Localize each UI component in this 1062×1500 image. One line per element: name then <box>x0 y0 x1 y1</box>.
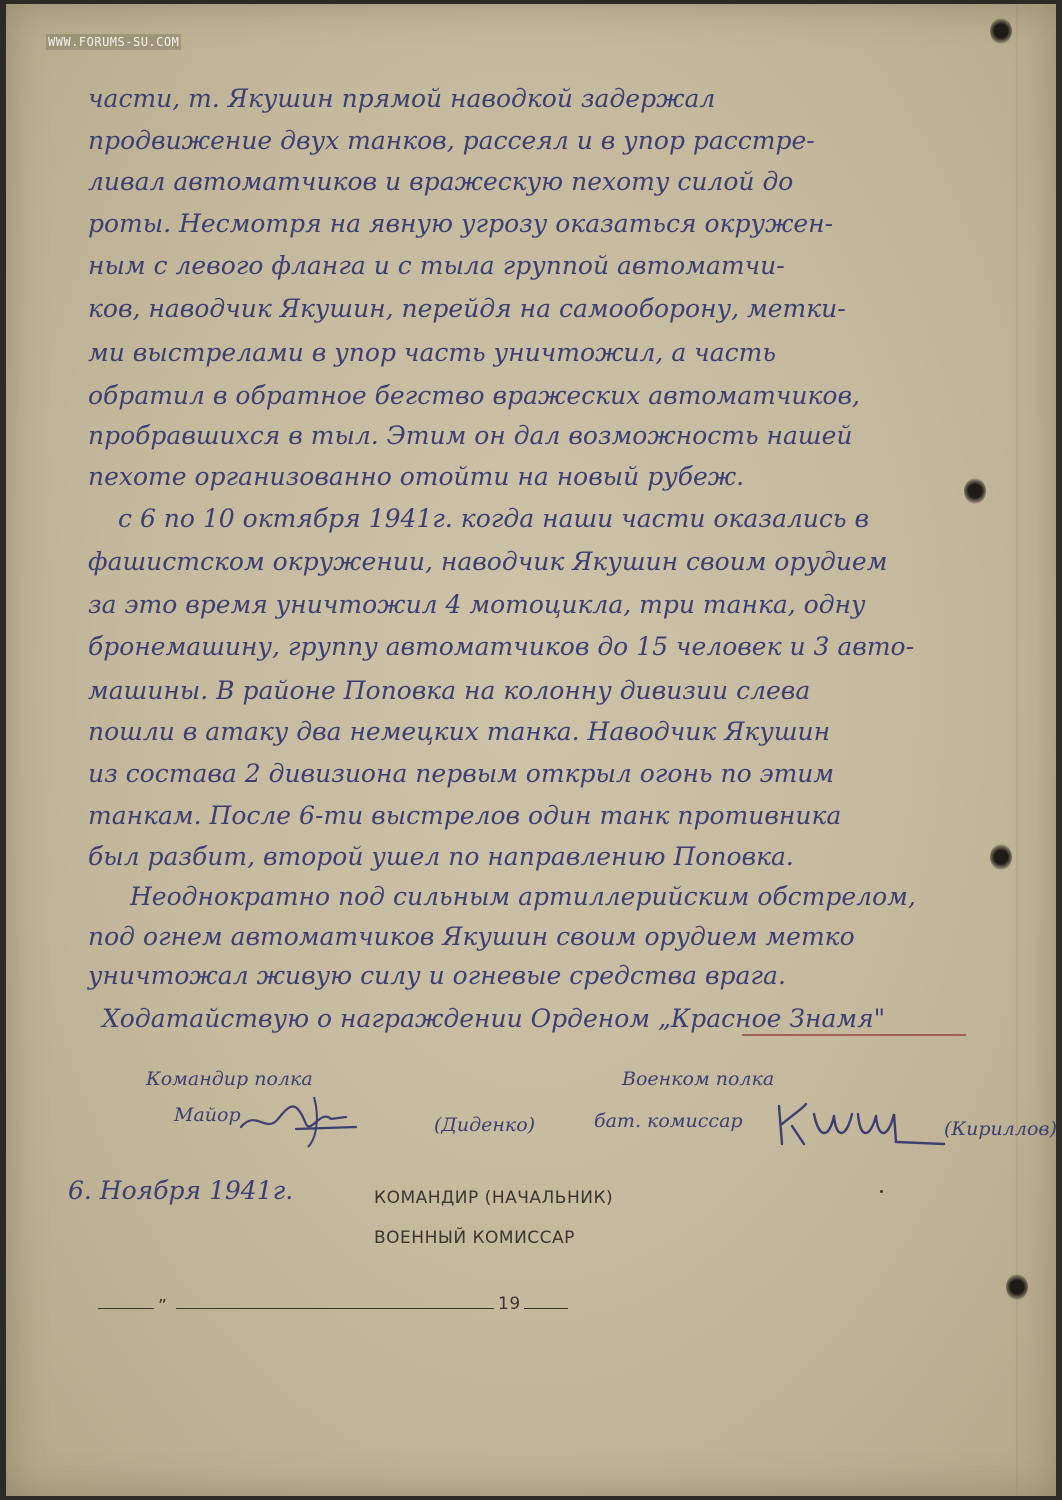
printed-commander-label: КОМАНДИР (НАЧАЛЬНИК) <box>374 1188 614 1208</box>
text-line: бронемашину, группу автоматчиков до 15 человек и 3 авто- <box>88 632 915 661</box>
text-line: уничтожал живую силу и огневые средства врага. <box>88 961 786 990</box>
text-line: ков, наводчик Якушин, перейдя на самооборону, метки- <box>88 294 846 323</box>
commissar-title: Военком полка <box>622 1068 775 1090</box>
text-line: Ходатайствую о награждении Орденом „Красное Знамя" <box>102 1004 886 1033</box>
commander-title: Командир полка <box>146 1068 313 1090</box>
text-line: под огнем автоматчиков Якушин своим орудием метко <box>88 922 855 951</box>
date-blank-day <box>98 1308 154 1309</box>
printed-commissar-label: ВОЕННЫЙ КОМИССАР <box>374 1228 575 1248</box>
date-quote: „ <box>158 1286 168 1306</box>
text-line: за это время уничтожил 4 мотоцикла, три танка, одну <box>88 590 866 619</box>
text-line: обратил в обратное бегство вражеских автоматчиков, <box>88 381 860 410</box>
handwritten-date: 6. Ноября 1941г. <box>68 1176 294 1205</box>
punch-hole <box>990 844 1012 870</box>
punch-hole <box>964 478 986 504</box>
text-line: танкам. После 6-ти выстрелов один танк противника <box>88 801 842 830</box>
date-year-prefix: 19 <box>498 1294 521 1314</box>
text-line: машины. В районе Поповка на колонну дивизии слева <box>88 676 811 705</box>
date-blank-year <box>524 1308 568 1309</box>
text-line: роты. Несмотря на явную угрозу оказаться окружен- <box>88 209 834 238</box>
punch-hole <box>990 18 1012 44</box>
red-underline <box>742 1034 966 1036</box>
document-page <box>6 4 1056 1496</box>
text-line: ливал автоматчиков и вражескую пехоту силой до <box>88 167 794 196</box>
text-line: пехоте организованно отойти на новый рубеж. <box>88 462 745 491</box>
commander-signature <box>236 1089 416 1149</box>
text-line: пробравшихся в тыл. Этим он дал возможность нашей <box>88 421 853 450</box>
text-line: ми выстрелами в упор часть уничтожил, а часть <box>88 338 776 367</box>
text-line: части, т. Якушин прямой наводкой задержал <box>88 84 716 113</box>
date-blank-month <box>176 1308 494 1309</box>
commander-name: (Диденко) <box>434 1114 536 1136</box>
text-line: Неоднократно под сильным артиллерийским обстрелом, <box>130 882 916 911</box>
commander-rank: Майор <box>174 1104 241 1126</box>
text-line: был разбит, второй ушел по направлению Поповка. <box>88 842 794 871</box>
ink-dot <box>880 1190 883 1193</box>
paper-fold <box>1016 4 1018 1496</box>
punch-hole <box>1006 1274 1028 1300</box>
commissar-signature <box>774 1094 954 1154</box>
commissar-name: (Кириллов) <box>944 1118 1057 1140</box>
watermark: WWW.FORUMS-SU.COM <box>48 35 180 49</box>
text-line: пошли в атаку два немецких танка. Наводчик Якушин <box>88 717 831 746</box>
commissar-rank: бат. комиссар <box>594 1110 743 1132</box>
text-line: продвижение двух танков, рассеял и в упор расстре- <box>88 126 815 155</box>
text-line: из состава 2 дивизиона первым открыл огонь по этим <box>88 759 835 788</box>
text-line: фашистском окружении, наводчик Якушин своим орудием <box>88 547 888 576</box>
text-line: с 6 по 10 октября 1941г. когда наши части оказались в <box>118 504 869 533</box>
text-line: ным с левого фланга и с тыла группой автоматчи- <box>88 251 785 280</box>
